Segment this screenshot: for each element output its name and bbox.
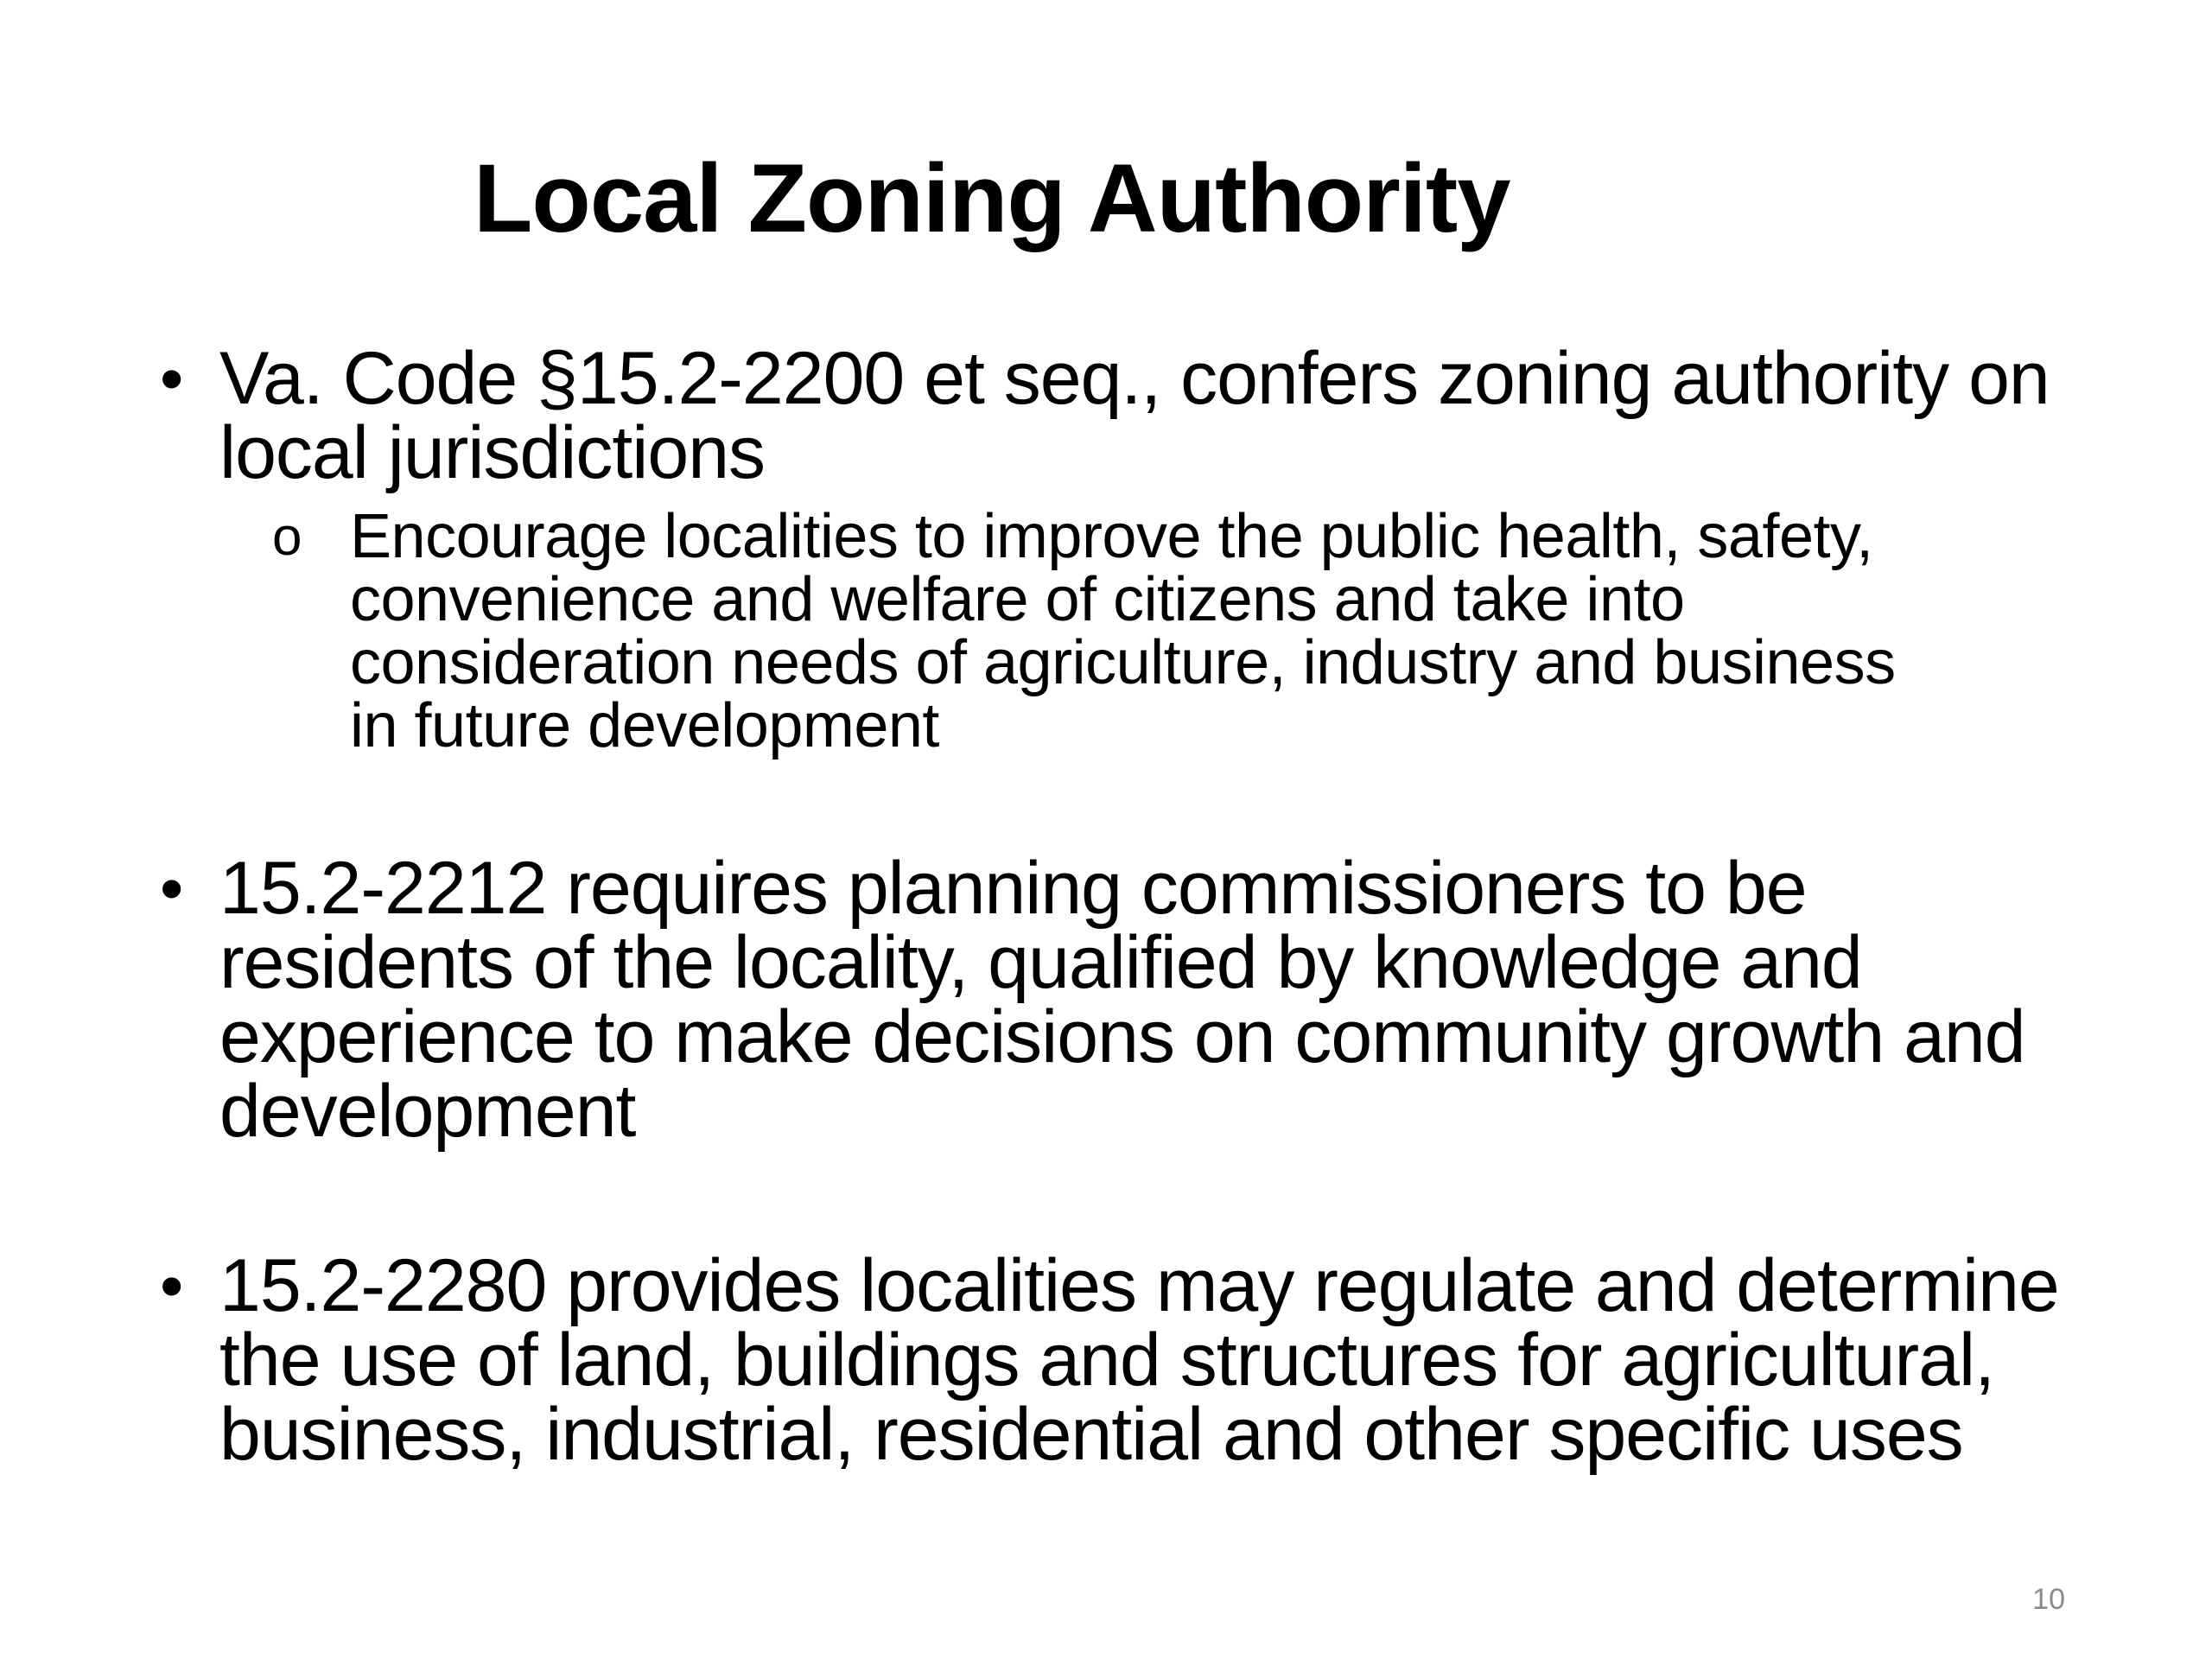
- slide-title: Local Zoning Authority: [474, 144, 1510, 252]
- bullet-marker: •: [160, 850, 184, 926]
- sub-bullet-marker: o: [272, 507, 302, 567]
- bullet-text: Va. Code §15.2-2200 et seq., confers zoning authority on local jurisdictions: [219, 337, 2050, 494]
- sub-bullet-text: Encourage localities to improve the public health, safety, convenience and welfare of citizens and take into consideration needs of agriculture, industry and business in future development: [350, 502, 1896, 760]
- bullet-text: 15.2-2212 requires planning commissioners to be residents of the locality, qualified by knowledge and experience to make decisions on community growth and development: [219, 847, 2025, 1153]
- page-number: 10: [2032, 1583, 2065, 1616]
- bullet-marker: •: [160, 1248, 184, 1324]
- bullet-text: 15.2-2280 provides localities may regulate and determine the use of land, buildings and structures for agricultural, business, industrial, residential and other specific uses: [219, 1244, 2059, 1476]
- bullet-marker: •: [160, 340, 184, 416]
